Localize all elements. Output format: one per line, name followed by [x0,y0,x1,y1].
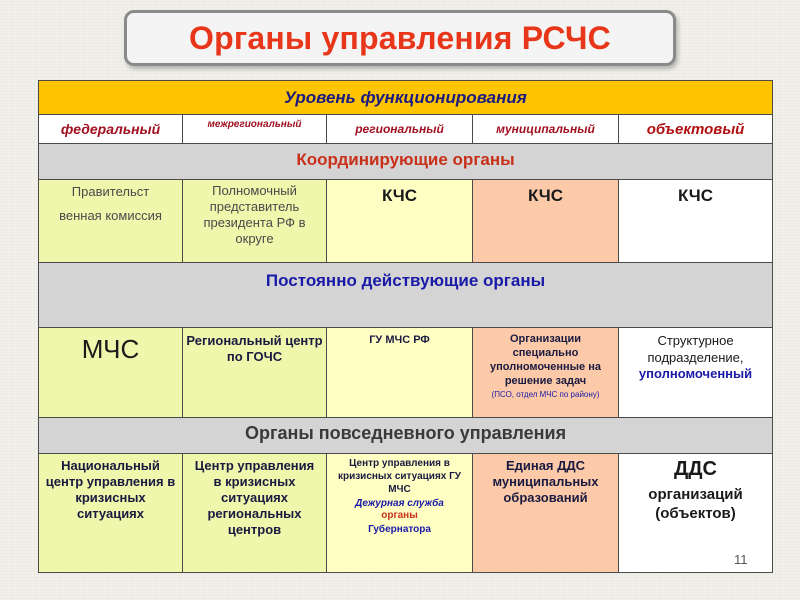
daily-municipal-cell [473,454,619,573]
coordinating-title: Координирующие органы [296,150,515,169]
daily-interregional-cell [183,454,327,573]
coordinating-section [39,144,773,180]
perm-object-text: Структурное подразделение, [647,333,744,365]
perm-regional-text: ГУ МЧС РФ [369,334,430,346]
perm-regional-cell [327,328,473,418]
coord-regional-text: КЧС [381,186,418,205]
perm-municipal-cell [473,328,619,418]
daily-regional-text: Центр управления в кризисных ситуациях ГУ МЧС [337,458,462,495]
title-banner [124,10,676,66]
perm-federal-text: МЧС [81,334,140,364]
daily-section [39,418,773,454]
daily-municipal-text: Единая ДДС муниципальных образований [492,458,599,505]
level-header: Уровень функционирования [39,81,773,115]
daily-interregional-text: Центр управления в кризисных ситуациях региональных центров [194,458,315,537]
perm-object-accent: уполномоченный [638,366,753,381]
daily-object-title: ДДС [674,458,717,480]
daily-regional-cell [327,454,473,573]
daily-regional-organs: органы [381,510,418,521]
perm-object-cell [619,328,773,418]
coord-regional-cell [327,180,473,263]
perm-federal-cell [39,328,183,418]
daily-regional-duty: Дежурная служба [355,498,444,509]
coord-interregional-cell [183,180,327,263]
level-interregional: межрегиональный [183,115,327,144]
coord-federal-cell [39,180,183,263]
permanent-section [39,263,773,328]
rschs-table [38,80,773,573]
level-federal: федеральный [39,115,183,144]
coord-federal-line2: венная комиссия [59,208,162,223]
perm-interregional-cell [183,328,327,418]
daily-object-cell [619,454,773,573]
daily-federal-text: Национальный центр управления в кризисных ситуациях [45,458,176,521]
level-regional: региональный [327,115,473,144]
coord-municipal-text: КЧС [527,186,564,205]
daily-object-sub: организаций (объектов) [648,486,743,522]
permanent-title: Постоянно действующие органы [265,271,546,290]
level-municipal: муниципальный [473,115,619,144]
coord-municipal-cell [473,180,619,263]
coord-object-text: КЧС [678,186,714,205]
perm-interregional-text: Региональный центр по ГОЧС [186,333,323,364]
page-number: 11 [734,552,748,567]
page-title: Органы управления РСЧС [189,19,611,56]
coord-interregional-text: Полномочный представитель президента РФ в округе [203,183,306,246]
coord-object-cell [619,180,773,263]
perm-municipal-text: Организации специально уполномоченные на решение задач [490,333,601,387]
coord-federal-line1: Правительст [71,184,150,199]
daily-title: Органы повседневного управления [244,423,567,443]
perm-municipal-note: (ПСО, отдел МЧС по району) [491,390,600,399]
daily-federal-cell [39,454,183,573]
daily-regional-gov: Губернатора [368,524,431,535]
level-object: объектовый [619,115,773,144]
